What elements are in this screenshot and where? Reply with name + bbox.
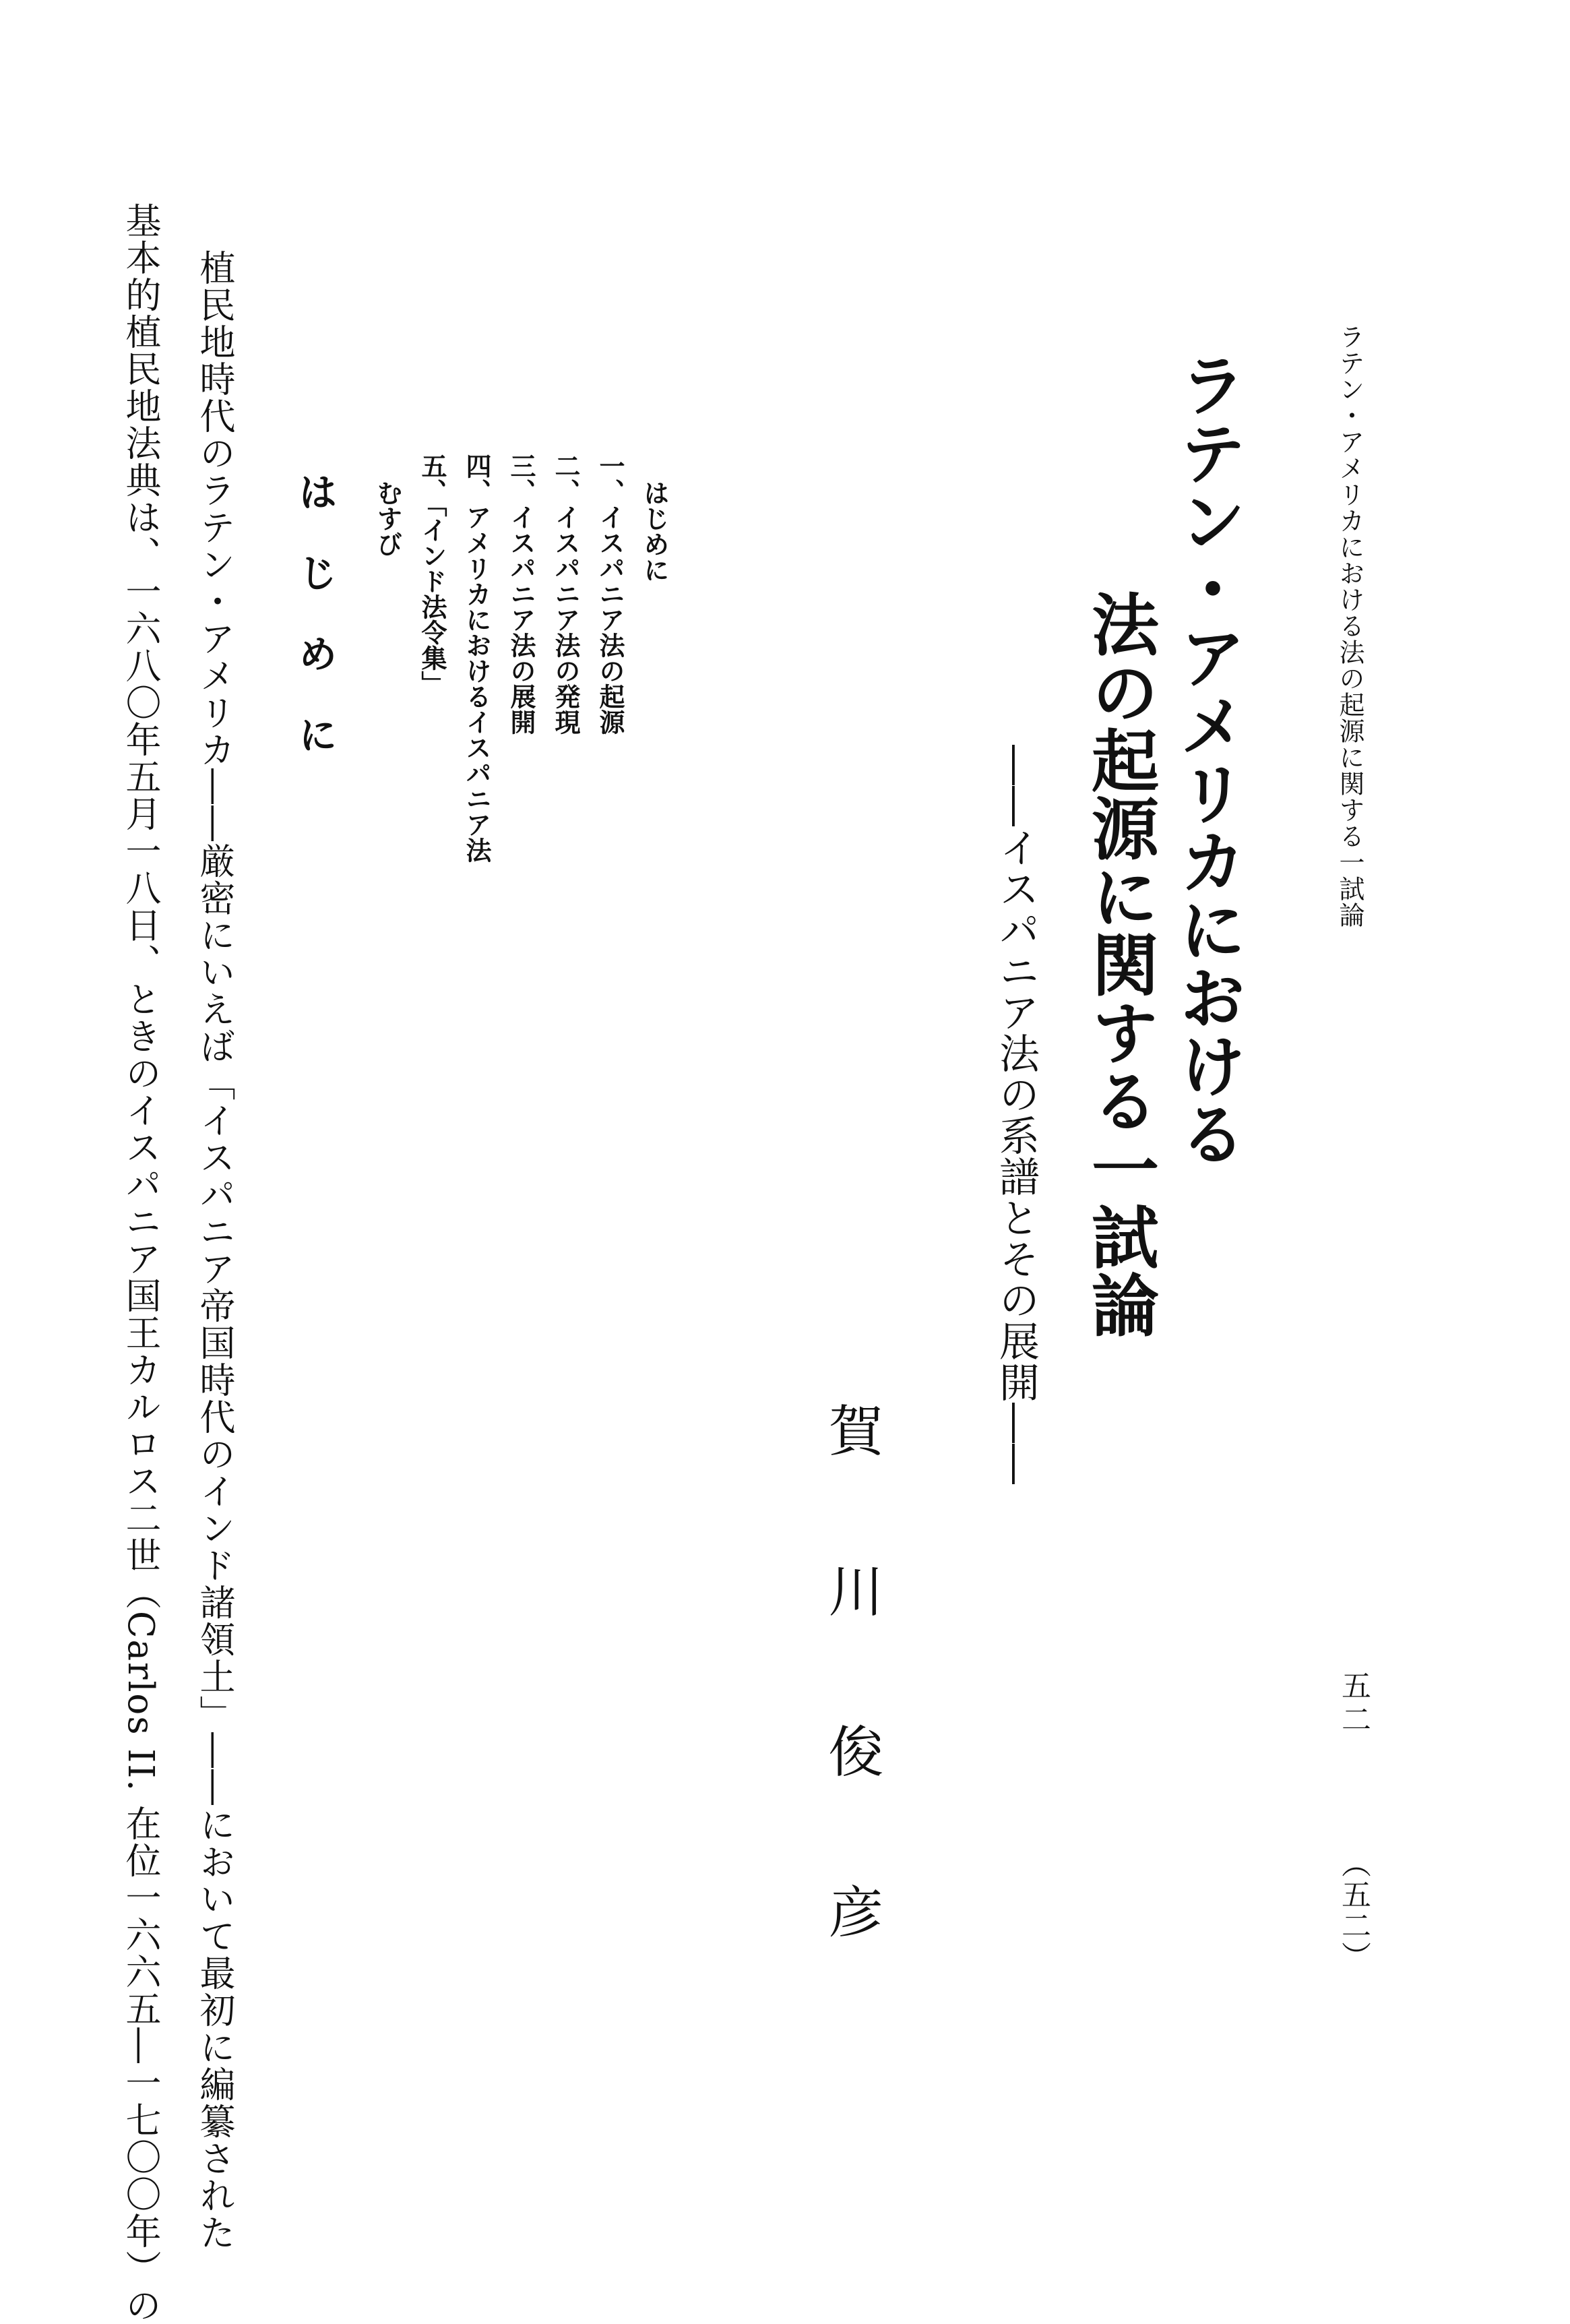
article-subtitle: ――イスパニア法の系譜とその展開―― — [993, 745, 1040, 1485]
toc-item: 四、アメリカにおけるイスパニア法 — [462, 453, 491, 863]
toc-item: 五、「インド法令集」 — [417, 453, 447, 696]
article-title-line2: 法の起源に関する一試論 — [1080, 590, 1160, 1339]
toc-item: 一、イスパニア法の起源 — [595, 453, 625, 735]
article-title-line1: ラテン・アメリカにおける — [1168, 350, 1247, 1167]
section-heading: はじめに — [292, 472, 338, 795]
body-text-line: 基本的植民地法典は、一六八〇年五月一八日、ときのイスパニア国王カルロス二世（Carlos II. 在位一六六五―一七〇〇年）の — [120, 202, 161, 2324]
table-of-contents — [374, 453, 673, 965]
body-text-line: 植民地時代のラテン・アメリカ――厳密にいえば「イスパニア帝国時代のインド諸領土」――において最初に編纂された — [194, 249, 235, 2251]
page-number-alt: （五二） — [1336, 1848, 1371, 1972]
toc-item: 三、イスパニア法の展開 — [506, 453, 536, 735]
toc-item: 二、イスパニア法の発現 — [551, 453, 580, 735]
toc-item: むすび — [373, 480, 402, 557]
toc-item: はじめに — [639, 480, 669, 582]
page-number: 五二 — [1336, 1670, 1371, 1738]
author-name: 賀川俊彦 — [819, 1402, 883, 2044]
running-head: ラテン・アメリカにおける法の起源に関する一試論 — [1335, 324, 1364, 928]
